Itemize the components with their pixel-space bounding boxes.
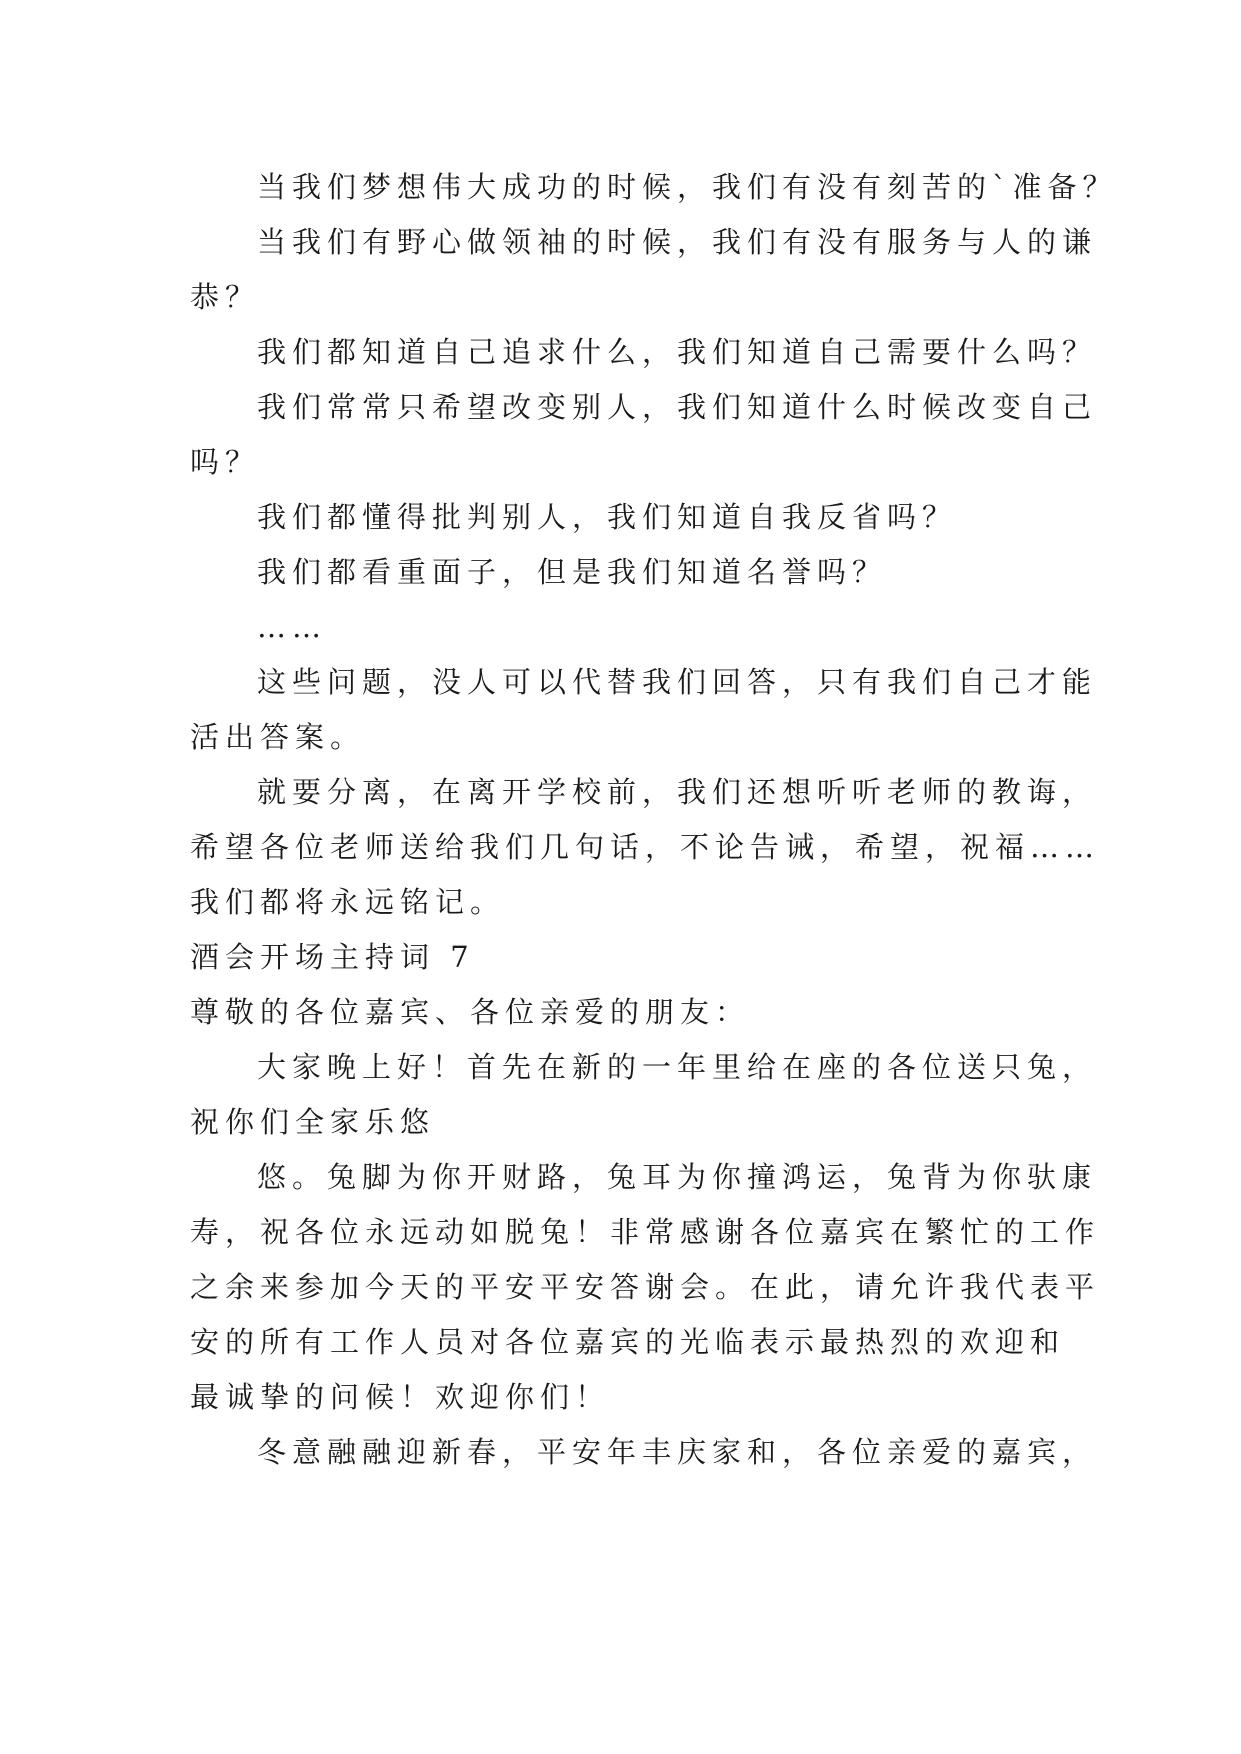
paragraph-line: 我们常常只希望改变别人，我们知道什么时候改变自己 bbox=[257, 390, 1098, 424]
paragraph-line: 我们都知道自己追求什么，我们知道自己需要什么吗？ bbox=[257, 335, 1098, 369]
paragraph-line: 吗？ bbox=[190, 445, 261, 479]
ellipsis-line: …… bbox=[257, 610, 327, 644]
paragraph-line: 之余来参加今天的平安平安答谢会。在此，请允许我代表平 bbox=[190, 1270, 1101, 1304]
paragraph-line: 希望各位老师送给我们几句话，不论告诫，希望，祝福…… bbox=[190, 830, 1101, 864]
paragraph-line: 寿，祝各位永远动如脱兔！非常感谢各位嘉宾在繁忙的工作 bbox=[190, 1215, 1101, 1249]
paragraph-line: 恭？ bbox=[190, 280, 261, 314]
paragraph-line: 祝你们全家乐悠 bbox=[190, 1105, 436, 1139]
paragraph-line: 就要分离，在离开学校前，我们还想听听老师的教诲， bbox=[257, 775, 1098, 809]
paragraph-line: 大家晚上好！首先在新的一年里给在座的各位送只兔， bbox=[257, 1050, 1098, 1084]
paragraph-line: 冬意融融迎新春，平安年丰庆家和，各位亲爱的嘉宾， bbox=[257, 1435, 1098, 1469]
paragraph-line: 活出答案。 bbox=[190, 720, 366, 754]
paragraph-line: 我们都看重面子，但是我们知道名誉吗？ bbox=[257, 555, 888, 589]
paragraph-line: 当我们梦想伟大成功的时候，我们有没有刻苦的`准备？ bbox=[257, 170, 1118, 204]
section-heading: 酒会开场主持词 7 bbox=[190, 940, 475, 974]
salutation-line: 尊敬的各位嘉宾、各位亲爱的朋友： bbox=[190, 995, 751, 1029]
paragraph-line: 我们都将永远铭记。 bbox=[190, 885, 506, 919]
paragraph-line: 当我们有野心做领袖的时候，我们有没有服务与人的谦 bbox=[257, 225, 1098, 259]
paragraph-line: 最诚挚的问候！欢迎你们！ bbox=[190, 1380, 611, 1414]
paragraph-line: 这些问题，没人可以代替我们回答，只有我们自己才能 bbox=[257, 665, 1098, 699]
paragraph-line: 我们都懂得批判别人，我们知道自我反省吗？ bbox=[257, 500, 958, 534]
paragraph-line: 安的所有工作人员对各位嘉宾的光临表示最热烈的欢迎和 bbox=[190, 1325, 1066, 1359]
paragraph-line: 悠。兔脚为你开财路，兔耳为你撞鸿运，兔背为你驮康 bbox=[257, 1160, 1098, 1194]
